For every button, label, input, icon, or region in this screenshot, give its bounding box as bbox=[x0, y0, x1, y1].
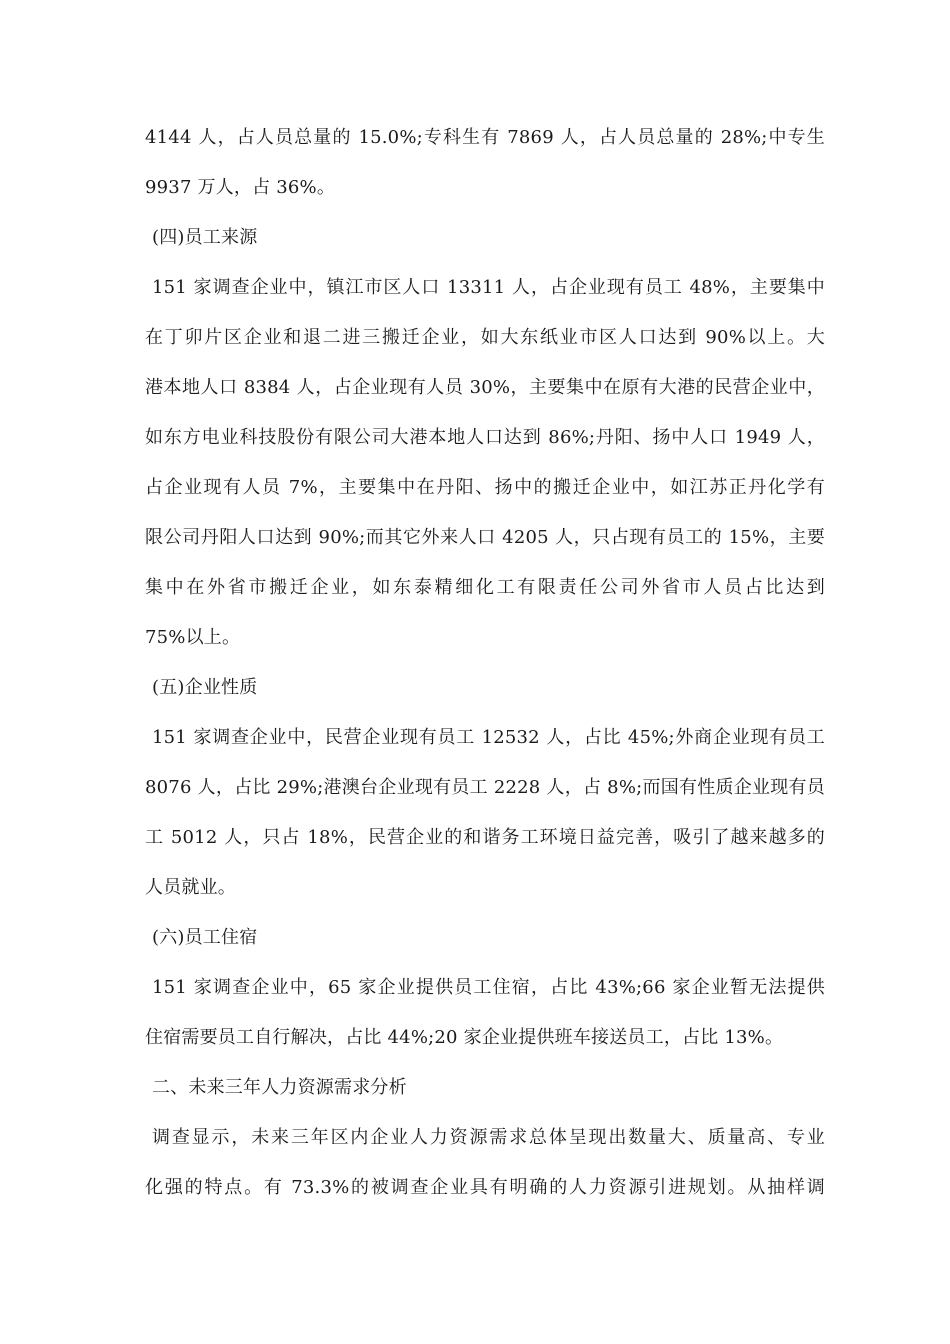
paragraph-line: 人员就业。 bbox=[145, 877, 236, 898]
paragraph-line: 工 5012 人，只占 18%，民营企业的和谐务工环境日益完善，吸引了越来越多的 bbox=[145, 827, 825, 848]
paragraph-line: 如东方电业科技股份有限公司大港本地人口达到 86%;丹阳、扬中人口 1949 人， bbox=[145, 427, 825, 448]
paragraph-line: 4144 人，占人员总量的 15.0%;专科生有 7869 人，占人员总量的 28%;中专生 bbox=[145, 127, 825, 148]
paragraph-line: 在丁卯片区企业和退二进三搬迁企业，如大东纸业市区人口达到 90%以上。大 bbox=[145, 327, 825, 348]
paragraph-line: 151 家调查企业中，民营企业现有员工 12532 人，占比 45%;外商企业现有员工 bbox=[152, 727, 825, 748]
paragraph-line: 限公司丹阳人口达到 90%;而其它外来人口 4205 人，只占现有员工的 15%，主要 bbox=[145, 527, 825, 548]
section-heading: (六)员工住宿 bbox=[152, 927, 258, 948]
paragraph-line: 港本地人口 8384 人，占企业现有人员 30%，主要集中在原有大港的民营企业中， bbox=[145, 377, 825, 398]
paragraph-line: 化强的特点。有 73.3%的被调查企业具有明确的人力资源引进规划。从抽样调 bbox=[145, 1177, 825, 1198]
paragraph-line: 调查显示，未来三年区内企业人力资源需求总体呈现出数量大、质量高、专业 bbox=[152, 1127, 825, 1148]
paragraph-line: 75%以上。 bbox=[145, 627, 241, 648]
paragraph-line: 151 家调查企业中，镇江市区人口 13311 人，占企业现有员工 48%，主要集中 bbox=[152, 277, 825, 298]
paragraph-line: 占企业现有人员 7%，主要集中在丹阳、扬中的搬迁企业中，如江苏正丹化学有 bbox=[145, 477, 825, 498]
paragraph-line: 9937 万人，占 36%。 bbox=[145, 177, 336, 198]
paragraph-line: 住宿需要员工自行解决，占比 44%;20 家企业提供班车接送员工，占比 13%。 bbox=[145, 1027, 784, 1048]
section-heading: 二、未来三年人力资源需求分析 bbox=[152, 1077, 407, 1098]
section-heading: (五)企业性质 bbox=[152, 677, 258, 698]
section-heading: (四)员工来源 bbox=[152, 227, 258, 248]
paragraph-line: 151 家调查企业中，65 家企业提供员工住宿，占比 43%;66 家企业暂无法提供 bbox=[152, 977, 825, 998]
paragraph-line: 集中在外省市搬迁企业，如东泰精细化工有限责任公司外省市人员占比达到 bbox=[145, 577, 825, 598]
paragraph-line: 8076 人，占比 29%;港澳台企业现有员工 2228 人，占 8%;而国有性质企业现有员 bbox=[145, 777, 825, 798]
